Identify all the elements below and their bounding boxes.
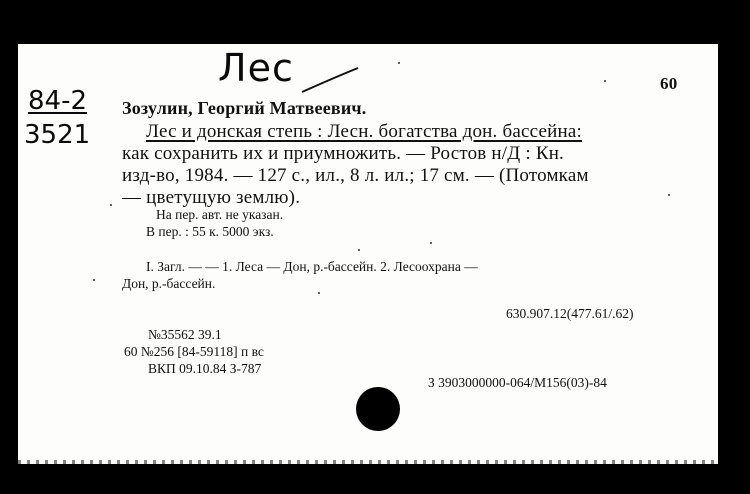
title-line-4: — цветущую землю). — [122, 187, 301, 208]
handwritten-class-bottom: 3521 — [24, 120, 91, 150]
subjects-line-1: I. Загл. — — 1. Леса — Дон, р.-бассейн. 2. Лесоохрана — — [146, 259, 478, 274]
scan-speck — [604, 80, 606, 82]
card-bottom-edge — [18, 460, 718, 464]
udc-code: 630.907.12(477.61/.62) — [506, 306, 634, 321]
handwritten-stroke — [300, 66, 360, 96]
title-line-3: изд-во, 1984. — 127 с., ил., 8 л. ил.; 17 см. — (Потомкам — [122, 165, 589, 186]
scan-speck — [110, 204, 112, 206]
scan-speck — [668, 194, 670, 196]
scan-speck — [430, 242, 432, 244]
reg-line-3: ВКП 09.10.84 З-787 — [148, 361, 262, 376]
title-line-2: как сохранить их и приумножить. — Ростов н/Д : Кн. — [122, 143, 565, 164]
title-line-1: Лес и донская степь : Лесн. богатства дон. бассейна: — [146, 121, 582, 142]
punch-hole — [356, 387, 400, 431]
scan-speck — [358, 249, 360, 251]
author-heading: Зозулин, Георгий Матвеевич. — [122, 98, 367, 118]
scan-speck — [398, 62, 400, 64]
subjects-line-2: Дон, р.-бассейн. — [122, 276, 216, 291]
handwritten-subject: Лес — [218, 46, 294, 90]
scan-speck — [93, 279, 95, 281]
page-number: 60 — [660, 74, 678, 93]
handwritten-class-top: 84-2 — [28, 86, 88, 116]
catalog-card — [18, 44, 718, 464]
reg-line-2: 60 №256 [84-59118] п вс — [124, 344, 264, 359]
scan-speck — [318, 292, 320, 294]
publication-code: З 3903000000-064/М156(03)-84 — [428, 375, 607, 390]
note-line-2: В пер. : 55 к. 5000 экз. — [146, 224, 274, 239]
reg-line-1: №35562 39.1 — [148, 327, 222, 342]
note-line-1: На пер. авт. не указан. — [156, 207, 284, 222]
